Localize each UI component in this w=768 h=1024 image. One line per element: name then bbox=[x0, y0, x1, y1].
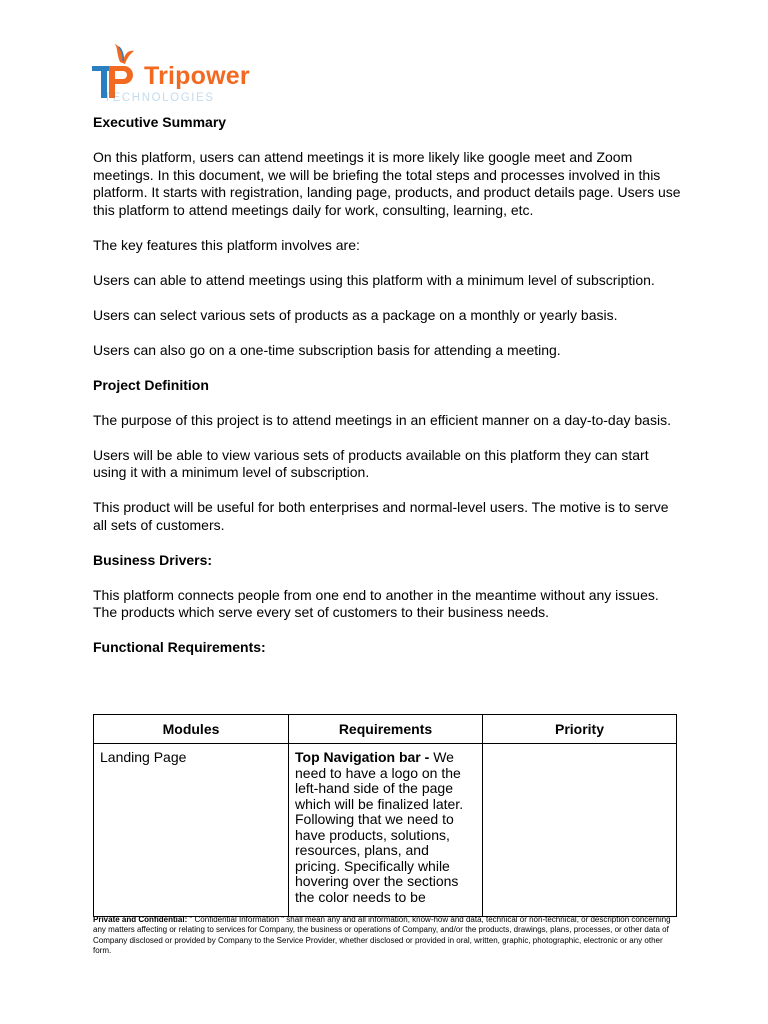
confidentiality-footer bbox=[93, 915, 673, 956]
functional-requirements-heading: Functional Requirements: bbox=[93, 639, 266, 656]
requirement-text: We need to have a logo on the left-hand side of the page which will be finalized later. Following that we need to have products, solutions, resources, plans, and pricing. Specifically while hovering over the sections the color needs to be bbox=[295, 749, 464, 905]
executive-summary-heading: Executive Summary bbox=[93, 114, 227, 130]
business-drivers-heading: Business Drivers: bbox=[93, 551, 213, 568]
priority-cell bbox=[483, 744, 677, 917]
company-logo bbox=[90, 42, 260, 108]
requirements-column-header: Requirements bbox=[289, 715, 483, 744]
exec-paragraph-1: On this platform, users can attend meetings it is more likely like google meet and Zoom meetings. In this document, we will be briefing the total steps and processes involved in this platform. It starts with registration, landing page, products, and product details page. Users use this platform to attend meetings daily for work, consulting, learning, etc. bbox=[93, 148, 681, 218]
project-definition-heading: Project Definition bbox=[93, 376, 209, 393]
exec-paragraph-2: The key features this platform involves are: bbox=[93, 236, 360, 253]
table-row bbox=[94, 744, 677, 917]
exec-paragraph-4: Users can select various sets of products as a package on a monthly or yearly basis. bbox=[93, 306, 618, 323]
project-paragraph-3: This product will be useful for both enterprises and normal-level users. The motive is to serve all sets of customers. bbox=[93, 499, 669, 533]
exec-paragraph-5: Users can also go on a one-time subscription basis for attending a meeting. bbox=[93, 341, 561, 358]
requirements-table bbox=[93, 714, 677, 917]
footer-text: " Confidential Information " shall mean any and all information, know-how and data, technical or non-technical, or description concerning any matters affecting or relating to services for Company, the business or operations of Company, and/or the products, drawings, plans, processes, or other data of Company disclosed or provided by Company to the Service Provider, whether disclosed or provided in oral, written, graphic, photographic, electronic or any other form. bbox=[93, 915, 671, 955]
logo-subtitle: TECHNOLOGIES bbox=[104, 92, 215, 104]
priority-column-header: Priority bbox=[483, 715, 677, 744]
table-header-row bbox=[94, 715, 677, 744]
project-paragraph-2: Users will be able to view various sets of products available on this platform they can start using it with a minimum level of subscription. bbox=[93, 446, 649, 481]
project-paragraph-1: The purpose of this project is to attend meetings in an efficient manner on a day-to-day basis. bbox=[93, 411, 671, 428]
footer-label: Private and Confidential: bbox=[93, 915, 188, 924]
requirement-bold-label: Top Navigation bar - bbox=[295, 749, 430, 765]
module-cell: Landing Page bbox=[94, 744, 289, 917]
modules-column-header: Modules bbox=[94, 715, 289, 744]
exec-paragraph-3: Users can able to attend meetings using this platform with a minimum level of subscription. bbox=[93, 271, 655, 288]
business-paragraph-1: This platform connects people from one end to another in the meantime without any issues. The products which serve every set of customers to their business needs. bbox=[93, 586, 659, 621]
requirement-cell bbox=[289, 744, 483, 917]
document-body bbox=[93, 114, 683, 657]
logo-name: Tripower bbox=[144, 62, 250, 90]
